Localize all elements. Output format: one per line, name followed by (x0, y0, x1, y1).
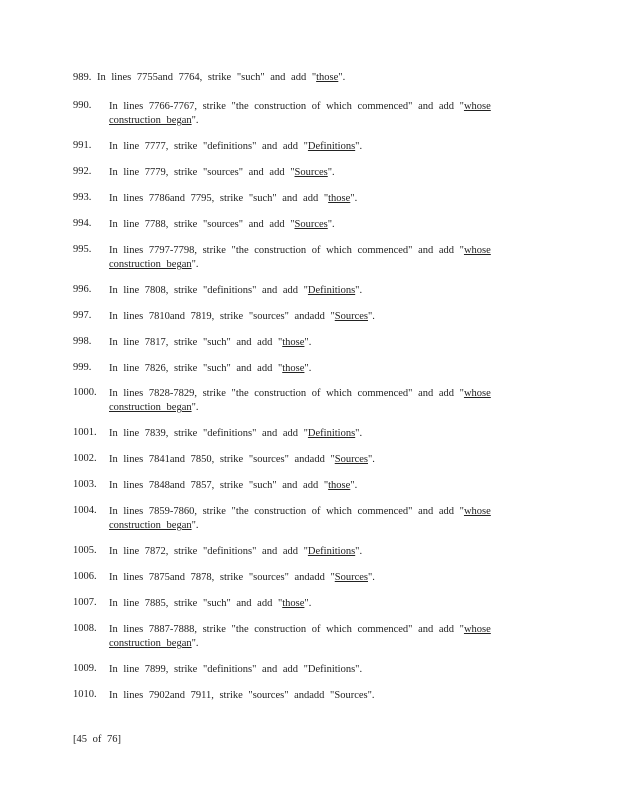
inserted-text: Sources (334, 690, 368, 701)
amendment-number: 999. (73, 362, 92, 373)
amendment-item (73, 140, 523, 154)
amendment-item (73, 100, 523, 128)
inserted-text: those (282, 598, 305, 609)
amendment-text-end: ". (327, 167, 335, 178)
amendment-text: In lines 7859-7860, strike "the construction of which commenced" and add " (109, 506, 464, 517)
amendment-text-end: ". (191, 638, 199, 649)
amendment-item (73, 623, 523, 651)
amendment-text-end: ". (304, 363, 312, 374)
amendment-item (73, 284, 523, 298)
amendment-text-end: ". (368, 311, 375, 322)
amendment-item (73, 166, 523, 180)
amendment-text: In line 7899, strike "definitions" and add " (109, 664, 308, 675)
amendment-text-end: ". (355, 285, 363, 296)
inserted-text: those (328, 193, 351, 204)
inserted-text: Definitions (307, 664, 356, 675)
amendment-item (73, 505, 523, 533)
amendment-text-end: ". (355, 546, 363, 557)
amendment-number: 1010. (73, 689, 97, 700)
amendment-text: In line 7808, strike "definitions" and add " (109, 285, 308, 296)
inserted-text: Sources (334, 311, 368, 322)
amendment-text-end: ". (355, 141, 363, 152)
amendment-text: In lines 7841and 7850, strike "sources" andadd " (109, 454, 335, 465)
amendment-item (73, 244, 523, 272)
amendment-number: 998. (73, 336, 92, 347)
amendment-number: 1002. (73, 453, 97, 464)
amendment-item (73, 192, 523, 206)
amendment-text: In line 7885, strike "such" and add " (109, 598, 283, 609)
amendment-item (73, 545, 523, 559)
amendment-number: 995. (73, 244, 92, 255)
amendment-item (73, 427, 523, 441)
amendment-number: 1000. (73, 387, 97, 398)
amendment-item (73, 362, 523, 376)
amendment-number: 1008. (73, 623, 97, 634)
amendment-item (73, 663, 523, 677)
amendment-number: 1003. (73, 479, 97, 490)
amendment-text: In lines 7902and 7911, strike "sources" andadd " (109, 690, 335, 701)
amendment-text-end: ". (191, 520, 199, 531)
amendment-text-end: ". (368, 572, 375, 583)
inserted-text: Sources (294, 219, 328, 230)
amendment-text: In line 7777, strike "definitions" and add " (109, 141, 308, 152)
amendment-text: In lines 7875and 7878, strike "sources" andadd " (109, 572, 335, 583)
amendment-item (73, 479, 523, 493)
amendment-item (73, 310, 523, 324)
amendment-number: 996. (73, 284, 92, 295)
inserted-text: those (282, 337, 305, 348)
inserted-text: those (282, 363, 305, 374)
amendment-text-end: ". (350, 480, 358, 491)
amendment-text: In line 7817, strike "such" and add " (109, 337, 283, 348)
amendment-item (73, 571, 523, 585)
amendment-item (73, 218, 523, 232)
amendment-number: 994. (73, 218, 92, 229)
amendment-text: In lines 7848and 7857, strike "such" and add " (109, 480, 329, 491)
amendment-text: In lines 7810and 7819, strike "sources" andadd " (109, 311, 335, 322)
amendment-text: In line 7779, strike "sources" and add " (109, 167, 295, 178)
amendment-number: 990. (73, 100, 92, 111)
inserted-text: Definitions (307, 141, 356, 152)
amendment-item (73, 336, 523, 350)
amendment-text-end: ". (191, 402, 199, 413)
amendment-item (73, 689, 523, 703)
amendment-number: 989. (73, 72, 92, 83)
inserted-text: whose construction began (109, 624, 491, 649)
amendment-text: In lines 7887-7888, strike "the construction of which commenced" and add " (109, 624, 464, 635)
amendment-text-end: ". (368, 454, 375, 465)
amendment-item (73, 597, 523, 611)
amendment-text: In lines 7766-7767, strike "the construction of which commenced" and add " (109, 101, 464, 112)
amendment-text-end: ". (327, 219, 335, 230)
inserted-text: those (328, 480, 351, 491)
inserted-text: whose construction began (109, 388, 491, 413)
amendment-item (73, 387, 523, 415)
amendment-text-end: ". (304, 337, 312, 348)
amendment-number: 992. (73, 166, 92, 177)
amendment-number: 993. (73, 192, 92, 203)
amendment-text: In lines 7797-7798, strike "the construction of which commenced" and add " (109, 245, 464, 256)
amendment-text: In line 7826, strike "such" and add " (109, 363, 283, 374)
amendment-number: 1007. (73, 597, 97, 608)
amendment-text: In lines 7828-7829, strike "the construction of which commenced" and add " (109, 388, 464, 399)
inserted-text: Sources (294, 167, 328, 178)
amendment-number: 997. (73, 310, 92, 321)
inserted-text: whose construction began (109, 101, 491, 126)
amendment-text-end: ". (367, 690, 375, 701)
amendment-text: In line 7788, strike "sources" and add " (109, 219, 295, 230)
page-number: [45 of 76] (73, 734, 121, 745)
inserted-text: Definitions (307, 285, 356, 296)
amendment-text-end: ". (191, 115, 199, 126)
amendment-text-end: ". (338, 72, 346, 83)
amendment-text: In line 7872, strike "definitions" and add " (109, 546, 308, 557)
amendment-text-end: ". (304, 598, 312, 609)
amendment-number: 1009. (73, 663, 97, 674)
amendment-text-end: ". (350, 193, 358, 204)
amendment-989 (73, 72, 345, 83)
amendment-text-end: ". (191, 259, 199, 270)
amendment-text-end: ". (355, 664, 363, 675)
amendment-item (73, 453, 523, 467)
inserted-text: Definitions (307, 546, 356, 557)
inserted-text: whose construction began (109, 506, 491, 531)
amendment-text-end: ". (355, 428, 363, 439)
inserted-text: Definitions (307, 428, 356, 439)
amendment-text: In lines 7786and 7795, strike "such" and add " (109, 193, 329, 204)
inserted-text: Sources (334, 454, 368, 465)
inserted-text: Sources (334, 572, 368, 583)
amendment-number: 991. (73, 140, 92, 151)
amendment-text: In lines 7755and 7764, strike "such" and add " (97, 72, 317, 83)
amendment-number: 1005. (73, 545, 97, 556)
inserted-text: whose construction began (109, 245, 491, 270)
amendment-number: 1004. (73, 505, 97, 516)
amendment-text: In line 7839, strike "definitions" and add " (109, 428, 308, 439)
amendment-number: 1006. (73, 571, 97, 582)
inserted-text: those (316, 72, 339, 83)
amendment-number: 1001. (73, 427, 97, 438)
